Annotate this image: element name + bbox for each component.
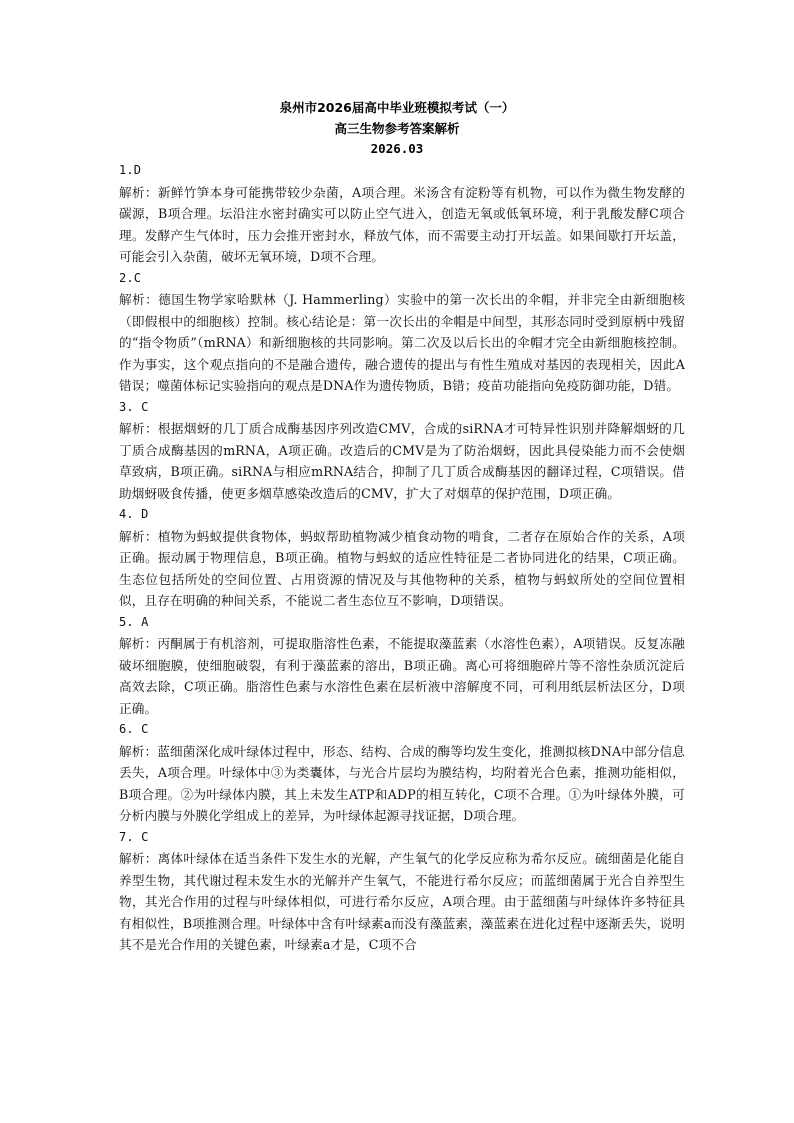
explanation-label: 解析： (119, 851, 158, 866)
explanation-label: 解析： (119, 292, 159, 307)
explanation-label: 解析： (119, 636, 158, 651)
explanation-label: 解析： (119, 184, 158, 200)
exam-date: 2026.03 (370, 141, 424, 156)
explanation-text: 离体叶绿体在适当条件下发生水的光解，产生氧气的化学反应称为希尔反应。硫细菌是化能自养型生物，其代谢过程未发生水的光解并产生氧气，不能进行希尔反应；而蓝细菌属于光合自养型生物，其光合作用的过程与叶绿体相似，可进行希尔反应，A项合理。由于蓝细菌与叶绿体许多特征具有相似性，B项推测合理。叶绿体中含有叶绿素a而没有藻蓝素，藻蓝素在进化过程中逐渐丢失，说明其不是光合作用的关键色素，叶绿素a才是，C项不合 (119, 851, 686, 952)
answer-number: 2.C (119, 270, 142, 285)
explanation-text: 根据烟蚜的几丁质合成酶基因序列改造CMV，合成的siRNA才可特异性识别并降解烟蚜的几丁质合成酶基因的mRNA，A项正确。改造后的CMV是为了防治烟蚜，因此具侵染能力而不会使烟草致病，B项正确。siRNA与相应mRNA结合，抑制了几丁质合成酶基因的翻译过程，C项错误。借助烟蚜吸食传播，使更多烟草感染改造后的CMV，扩大了对烟草的保护范围，D项正确。 (119, 421, 686, 501)
answer-explanation (119, 741, 685, 827)
explanation-label: 解析： (119, 421, 158, 436)
answer-number: 5. A (119, 614, 149, 629)
answer-number: 7. C (119, 829, 149, 844)
answer-number: 1.D (119, 163, 142, 177)
answer-explanation (119, 848, 685, 956)
explanation-label: 解析： (119, 528, 158, 544)
answer-number: 3. C (119, 399, 149, 414)
exam-subtitle: 高三生物参考答案解析 (334, 121, 460, 136)
explanation-text: 蓝细菌深化成叶绿体过程中，形态、结构、合成的酶等均发生变化，推测拟核DNA中部分信息丢失，A项合理。叶绿体中③为类囊体，与光合片层均为膜结构，均附着光合色素，推测功能相似，B项合理。②为叶绿体内膜，其上未发生ATP和ADP的相互转化，C项不合理。①为叶绿体外膜，可分析内膜与外膜化学组成上的差异，为叶绿体起源寻找证据，D项合理。 (119, 743, 686, 823)
explanation-text: 丙酮属于有机溶剂，可提取脂溶性色素，不能提取藻蓝素（水溶性色素），A项错误。反复冻融破坏细胞膜，使细胞破裂，有利于藻蓝素的溶出，B项正确。离心可将细胞碎片等不溶性杂质沉淀后高效去除，C项正确。脂溶性色素与水溶性色素在层析液中溶解度不同，可利用纸层析法区分，D项正确。 (119, 636, 685, 716)
answer-explanation (119, 289, 685, 397)
explanation-label: 解析： (119, 743, 158, 759)
exam-title: 泉州市2026届高中毕业班模拟考试（一） (279, 100, 515, 115)
explanation-text: 新鲜竹笋本身可能携带较少杂菌，A项合理。米汤含有淀粉等有机物，可以作为微生物发酵的碳源，B项合理。坛沿注水密封确实可以防止空气进入，创造无氧或低氧环境，利于乳酸发酵C项合理。发酵产生气体时，压力会推开密封水，释放气体，而不需要主动打开坛盖。如果间歇打开坛盖，可能会引入杂菌，破坏无氧环境，D项不合理。 (119, 184, 685, 264)
answer-explanation (119, 633, 685, 719)
explanation-text: 德国生物学家哈默林（J. Hammerling）实验中的第一次长出的伞帽，并非完全由新细胞核（即假根中的细胞核）控制。核心结论是：第一次长出的伞帽是中间型，其形态同时受到原柄中残留的“指令物质”（mRNA）和新细胞核的共同影响。第二次及以后长出的伞帽才完全由新细胞核控制。作为事实，这个观点指向的不是融合遗传，融合遗传的提出与有性生殖成对基因的表现相关，因此A错误；噬菌体标记实验指向的观点是DNA作为遗传物质，B错；疫苗功能指向免疫防御功能，D错。 (119, 292, 685, 393)
explanation-text: 植物为蚂蚁提供食物体，蚂蚁帮助植物减少植食动物的啃食，二者存在原始合作的关系，A项正确。振动属于物理信息，B项正确。植物与蚂蚁的适应性特征是二者协同进化的结果，C项正确。生态位包括所处的空间位置、占用资源的情况及与其他物种的关系，植物与蚂蚁所处的空间位置相似，且存在明确的种间关系，不能说二者生态位互不影响，D项错误。 (119, 528, 685, 608)
answer-explanation (119, 418, 685, 504)
answer-number: 4. D (119, 507, 149, 521)
answer-number: 6. C (119, 722, 149, 736)
answer-explanation (119, 182, 685, 268)
answer-list (119, 160, 685, 956)
answer-explanation (119, 526, 685, 612)
